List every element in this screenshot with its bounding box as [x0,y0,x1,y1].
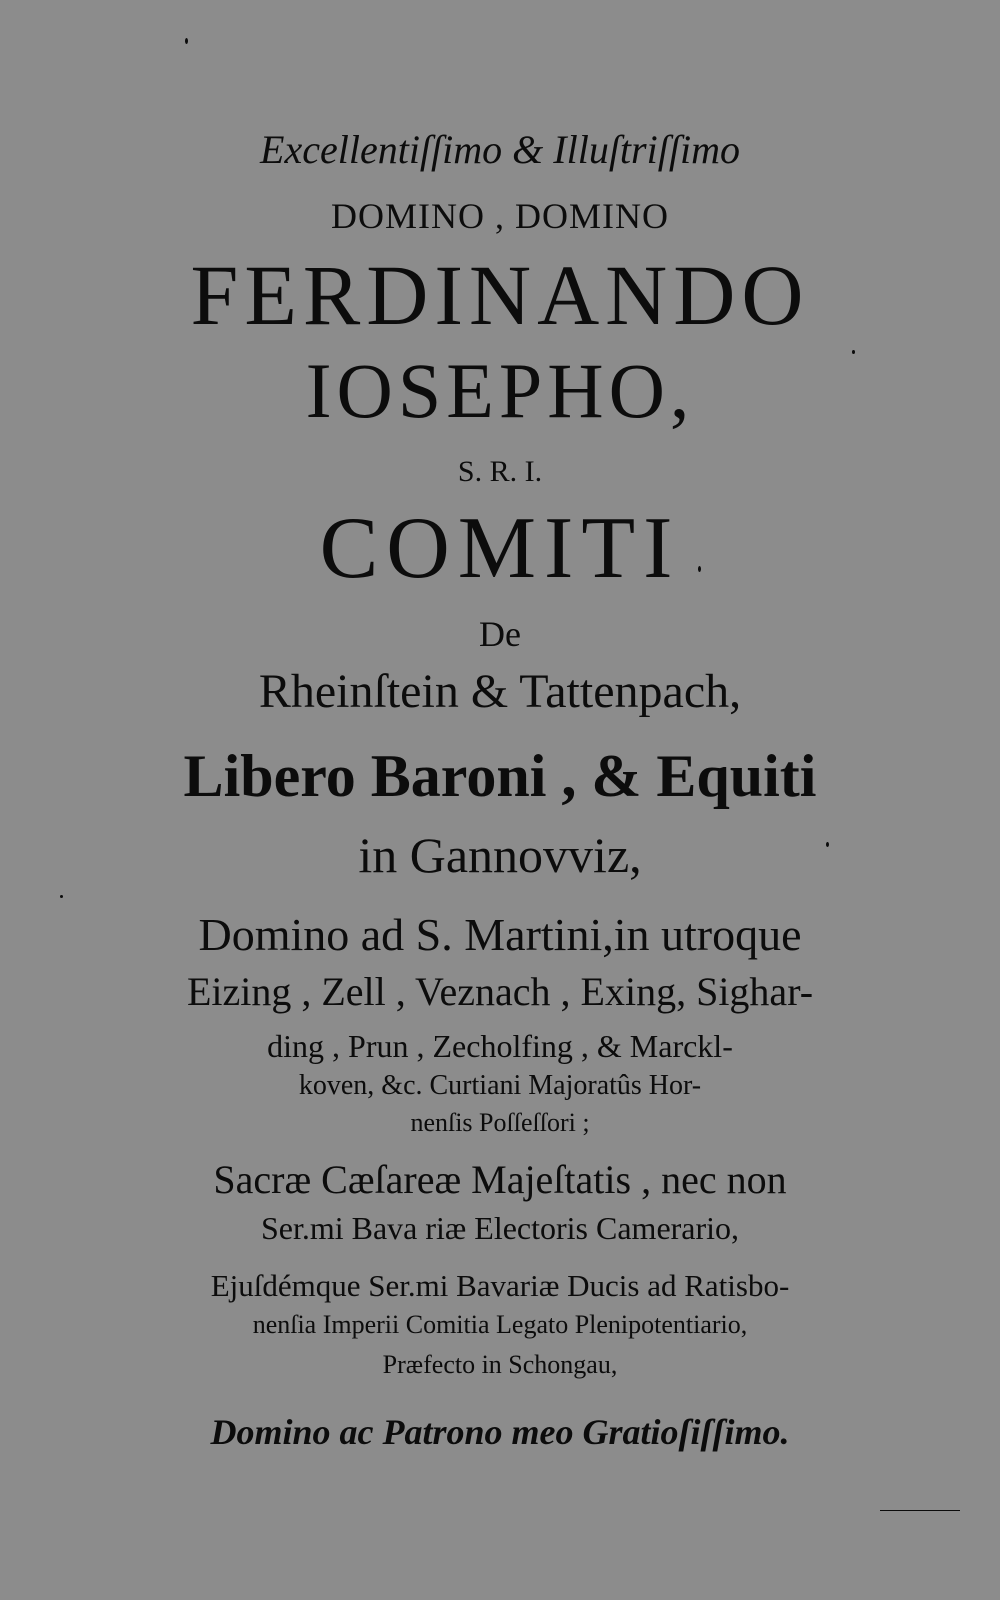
dedication-line-comiti: COMITI [319,500,681,597]
dedication-line-ejusdemque: Ejuſdémque Ser.mi Bavariæ Ducis ad Ratisbo- [210,1268,790,1303]
dedication-line-rheinstein: Rheinſtein & Tattenpach, [258,665,742,718]
dedication-line-koven: koven, &c. Curtiani Majoratûs Hor- [298,1070,702,1101]
print-speck [852,350,855,354]
dedication-line-libero-baroni: Libero Baroni , & Equiti [183,743,817,809]
dedication-line-excellentissimo: Excellentiſſimo & Illuſtriſſimo [260,127,740,172]
dedication-line-nenfia: nenſia Imperii Comitia Legato Plenipotentiario, [252,1310,748,1339]
dedication-line-gannovviz: in Gannovviz, [358,827,642,883]
dedication-line-domino: DOMINO , DOMINO [331,196,669,236]
dedication-line-eizing: Eizing , Zell , Veznach , Exing, Sighar- [186,969,814,1014]
dedication-line-ferdinando: FERDINANDO [190,247,810,343]
print-speck [185,38,188,44]
print-speck [826,842,829,847]
dedication-line-nenfis: nenſis Poſſeſſori ; [410,1108,590,1137]
dedication-line-de: De [479,614,521,654]
dedication-line-praefecto: Præfecto in Schongau, [382,1350,618,1379]
dedication-line-sacrae: Sacræ Cæſareæ Majeſtatis , nec non [213,1157,787,1202]
print-speck [698,566,701,572]
print-rule [880,1510,960,1511]
dedication-line-ser-bavariae: Ser.mi Bava riæ Electoris Camerario, [260,1210,740,1246]
dedication-line-iosepho: IOSEPHO, [305,347,695,434]
dedication-line-domino-martini: Domino ad S. Martini,in utroque [198,909,802,960]
dedication-line-ding: ding , Prun , Zecholfing , & Marckl- [267,1028,733,1064]
dedication-line-sri: S. R. I. [457,455,543,488]
dedication-line-domino-ac-patrono: Domino ac Patrono meo Gratioſiſſimo. [210,1412,790,1452]
print-speck [60,895,63,898]
